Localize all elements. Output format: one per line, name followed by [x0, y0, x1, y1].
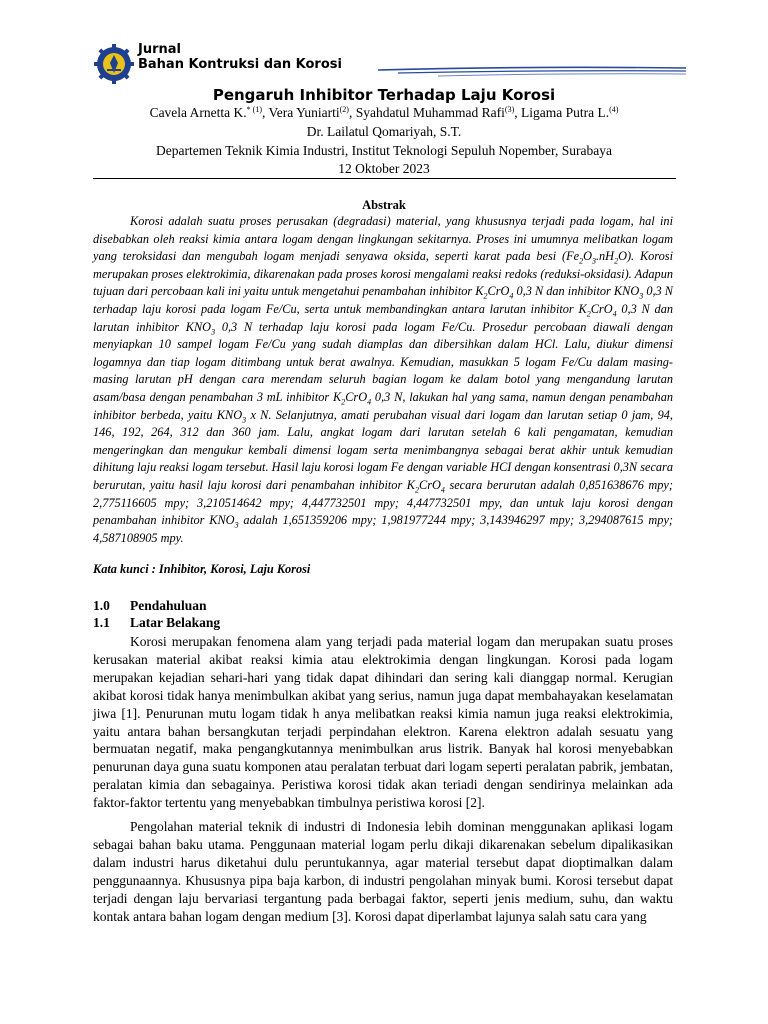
header-decorative-lines: [378, 64, 686, 78]
affiliation: Departemen Teknik Kimia Industri, Institut Teknologi Sepuluh Nopember, Surabaya: [156, 143, 612, 158]
abstract-text: Korosi adalah suatu proses perusakan (degradasi) material, yang khususnya terjadi pada logam, hal ini disebabkan oleh reaksi kimia antara logam dengan lingkungan sekitarnya. Proses ini umumnya melibatkan logam yang teroksidasi dan mengubah logam menjadi senyawa oksida, seperti karat pada besi $(Fe_2O_3.nH_2O)$. Korosi merupakan proses elektrokimia, dikarenakan pada proses korosi mengalami reaksi redoks (reduksi-oksidasi). Adapun tujuan dari percobaan kali ini yaitu untuk mengetahui penambahan inhibitor $K_2CrO_4$ 0,3 N dan inhibitor $KNO_3$ 0,3 N terhadap laju korosi pada logam Fe/Cu, serta untuk membandingkan antara larutan inhibitor $K_2CrO_4$ 0,3 N dan larutan inhibitor $KNO_3$ 0,3 N terhadap laju korosi pada logam Fe/Cu. Prosedur percobaan diawali dengan menyiapkan 10 sampel logam Fe/Cu yang sudah diamplas dan dibersihkan dalam HCl. Lalu, diukur dimensi logamnya dan tiap logam ditimbang untuk berat awalnya. Kemudian, masukkan 5 logam Fe/Cu dalam masing-masing larutan pH dengan cara merendam seluruh bagian logam ke dalam botol yang mengandung larutan asam/basa dengan penambahan 3 mL inhibitor $K_2CrO_4$ 0,3 N, lakukan hal yang sama, namun dengan penambahan inhibitor berbeda, yaitu $KNO_3$ x N. Selanjutnya, amati perubahan visual dari logam dan larutan setiap 0 jam, 94, 146, 192, 264, 312 dan 360 jam. Lalu, angkat logam dari larutan setelah 6 kali pengamatan, kemudian mengeringkan dan mengukur kembali dimensi logam serta menimbangnya sebagai berat akhir untuk kemudian dihitung laju reaksi logam tersebut. Hasil laju korosi logam Fe dengan variable HCI dengan konsentrasi 0,3N secara berurutan, yaitu hasil laju korosi dari penambahan inhibitor $K_2CrO_4$ secara berurutan adalah 0,851638676 mpy; 2,775116605 mpy; 3,210514642 mpy; 4,447732501 mpy; 4,447732501 mpy, dan untuk laju korosi dengan penambahan inhibitor $KNO_3$ adalah 1,651359206 mpy; 1,981977244 mpy; 3,143946297 mpy; 3,294087615 mpy; 4,587108905 mpy.: [93, 214, 673, 545]
author-list: Cavela Arnetta K.$^{* (1)}$, Vera Yuniarti$^{(2)}$, Syahdatul Muhammad Rafi$^{(3)}$, Ligama Putra L.$^{(4)}$: [149, 105, 619, 120]
section-number: 1.0: [93, 598, 110, 613]
author-name: Vera Yuniarti: [268, 105, 340, 120]
author-superscript: (4): [609, 105, 619, 114]
its-logo-icon: [93, 43, 135, 85]
author-name: Cavela Arnetta K.: [149, 105, 247, 120]
body-paragraph-1: Korosi merupakan fenomena alam yang terjadi pada material logam dan merupakan suatu proses kerusakan material akibat reaksi kimia atau elektrokimia dengan lingkungan. Korosi pada logam merupakan kejadian sehari-hari yang tidak dapat dihindari dan sering kali dianggap normal. Kerugian akibat korosi tidak hanya menimbulkan akibat yang serius, namun juga dapat membahayakan keselamatan jiwa [1]. Penurunan mutu logam tidak h anya melibatkan reaksi kimia namun juga reaksi elektrokimia, yaitu antara bahan bersangkutan terjadi perpindahan elektron. Karena elektron adalah sesuatu yang bermuatan negatif, maka pengangkutannya menimbulkan arus listrik. Banyak hal korosi menyebabkan penurunan daya guna suatu komponen atau peralatan terbuat dari logam seperti peralatan pabrik, jembatan, peralatan kimia dan sebagainya. Peristiwa korosi tidak akan teriadi dengan sendirinya melainkan ada faktor-faktor tertentu yang menyebabkan timbulnya peristiwa korosi [2].: [93, 634, 673, 811]
journal-line-1: Jurnal: [138, 42, 181, 57]
author-name: Ligama Putra L.: [521, 105, 610, 120]
author-name: Syahdatul Muhammad Rafi: [355, 105, 505, 120]
keywords: Kata kunci : Inhibitor, Korosi, Laju Korosi: [93, 562, 311, 576]
journal-name: [138, 42, 342, 72]
author-superscript: * (1): [246, 105, 262, 114]
abstract-heading: Abstrak: [362, 198, 406, 212]
journal-line-2: Bahan Kontruksi dan Korosi: [138, 57, 342, 72]
subsection-number: 1.1: [93, 615, 110, 630]
header-rule: [93, 178, 676, 179]
date: 12 Oktober 2023: [338, 161, 430, 176]
paper-title: Pengaruh Inhibitor Terhadap Laju Korosi: [212, 86, 556, 104]
subsection-heading: Latar Belakang: [130, 615, 221, 630]
section-heading: Pendahuluan: [130, 598, 207, 613]
author-superscript: (2): [339, 105, 349, 114]
supervisor: Dr. Lailatul Qomariyah, S.T.: [306, 124, 462, 139]
body-paragraph-2: Pengolahan material teknik di industri di Indonesia lebih dominan menggunakan aplikasi logam sebagai bahan baku utama. Penggunaan material logam perlu dikaji dikarenakan sebelum dipalikasikan dalam industri harus diketahui dulu peruntukannya, agar material tersebut dapat dioptimalkan dalam penggunaannya. Khususnya pipa baja karbon, di industri pengolahan minyak bumi. Korosi tersebut dapat terjadi dengan laju bervariasi tergantung pada berbagai faktor, seperti jenis medium, suhu, dan waktu kontak antara bahan logam dengan medium [3]. Korosi dapat diperlambat lajunya salah satu cara yang: [93, 819, 673, 924]
author-superscript: (3): [504, 105, 515, 114]
